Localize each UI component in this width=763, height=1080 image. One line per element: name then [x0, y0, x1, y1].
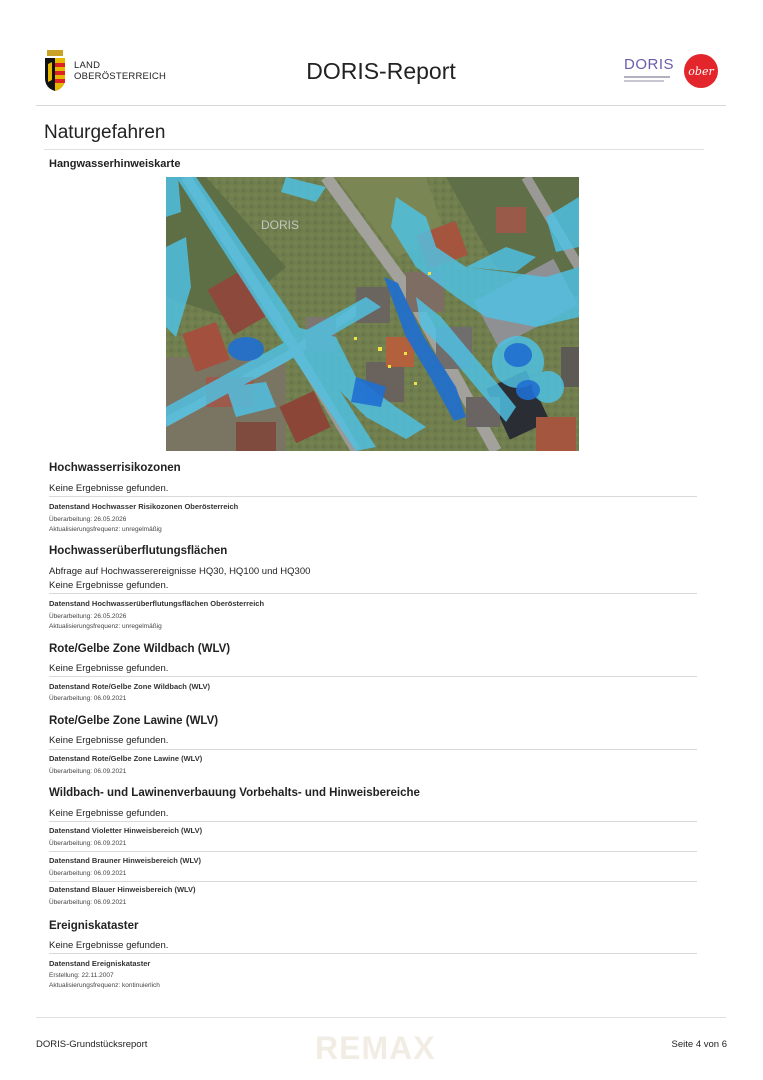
dataset-detail: Überarbeitung: 06.09.2021 [49, 870, 127, 877]
section-divider [49, 953, 697, 954]
section-divider [49, 821, 697, 822]
title-divider [44, 149, 704, 150]
map-section-title: Hangwasserhinweiskarte [49, 158, 181, 170]
header-divider [36, 105, 726, 106]
section-text: Keine Ergebnisse gefunden. [49, 663, 169, 674]
section-divider [49, 593, 697, 594]
dataset-detail: Überarbeitung: 06.09.2021 [49, 840, 127, 847]
org-name-line2: OBERÖSTERREICH [74, 71, 167, 82]
section-title: Hochwasserüberflutungsflächen [49, 545, 228, 557]
dataset-title: Datenstand Rote/Gelbe Zone Wildbach (WLV) [49, 682, 211, 691]
dataset-detail: Überarbeitung: 26.05.2026 [49, 613, 127, 620]
dataset-detail: Aktualisierungsfrequenz: unregelmäßig [49, 623, 162, 630]
dataset-detail: Überarbeitung: 26.05.2026 [49, 516, 127, 523]
ober-logo [684, 54, 718, 88]
partner-logos [622, 54, 718, 88]
footer-page-number: Seite 4 von 6 [671, 1039, 727, 1050]
dataset-detail: Überarbeitung: 06.09.2021 [49, 899, 127, 906]
dataset-detail: Überarbeitung: 06.09.2021 [49, 695, 127, 702]
section-title: Wildbach- und Lawinenverbauung Vorbehalts- und Hinweisbereiche [49, 787, 420, 799]
report-title: DORIS-Report [306, 58, 456, 84]
section-title: Ereigniskataster [49, 920, 139, 932]
report-header [36, 44, 726, 106]
hangwasser-map[interactable] [166, 177, 579, 451]
doris-logo-text: DORIS [624, 56, 675, 73]
section-text: Keine Ergebnisse gefunden. [49, 735, 169, 746]
dataset-title: Datenstand Rote/Gelbe Zone Lawine (WLV) [49, 754, 203, 763]
dataset-title: Datenstand Blauer Hinweisbereich (WLV) [49, 885, 196, 894]
dataset-detail: Überarbeitung: 06.09.2021 [49, 768, 127, 775]
ober-logo-text: ober [688, 64, 714, 78]
section-divider [49, 496, 697, 497]
aerial-map-image [166, 177, 579, 451]
doris-logo [622, 54, 674, 88]
dataset-title: Datenstand Ereigniskataster [49, 959, 151, 968]
dataset-title: Datenstand Hochwasserüberflutungsflächen Oberösterreich [49, 599, 265, 608]
section-divider [49, 676, 697, 677]
section-text: Keine Ergebnisse gefunden. [49, 483, 169, 494]
section-title: Rote/Gelbe Zone Lawine (WLV) [49, 715, 219, 727]
dataset-title: Datenstand Violetter Hinweisbereich (WLV) [49, 826, 203, 835]
dataset-detail: Aktualisierungsfrequenz: unregelmäßig [49, 526, 162, 533]
section-title: Hochwasserrisikozonen [49, 462, 181, 474]
section-divider [49, 749, 697, 750]
dataset-divider [49, 851, 697, 852]
section-text: Keine Ergebnisse gefunden. [49, 808, 169, 819]
org-name-line1: LAND [74, 60, 101, 71]
dataset-detail: Aktualisierungsfrequenz: kontinuierlich [49, 982, 160, 989]
dataset-title: Datenstand Brauner Hinweisbereich (WLV) [49, 856, 201, 865]
section-text: Abfrage auf Hochwasserereignisse HQ30, HQ100 und HQ300 [49, 566, 311, 577]
dataset-detail: Erstellung: 22.11.2007 [49, 972, 114, 979]
section-text: Keine Ergebnisse gefunden. [49, 580, 169, 591]
remax-watermark: REMAX [315, 1030, 436, 1066]
map-watermark: DORIS [261, 218, 300, 232]
page-title: Naturgefahren [44, 122, 166, 143]
dataset-divider [49, 881, 697, 882]
dataset-title: Datenstand Hochwasser Risikozonen Oberösterreich [49, 502, 239, 511]
footer-divider [36, 1017, 726, 1018]
section-title: Rote/Gelbe Zone Wildbach (WLV) [49, 643, 231, 655]
footer-report-name: DORIS-Grundstücksreport [36, 1039, 148, 1050]
section-text: Keine Ergebnisse gefunden. [49, 940, 169, 951]
